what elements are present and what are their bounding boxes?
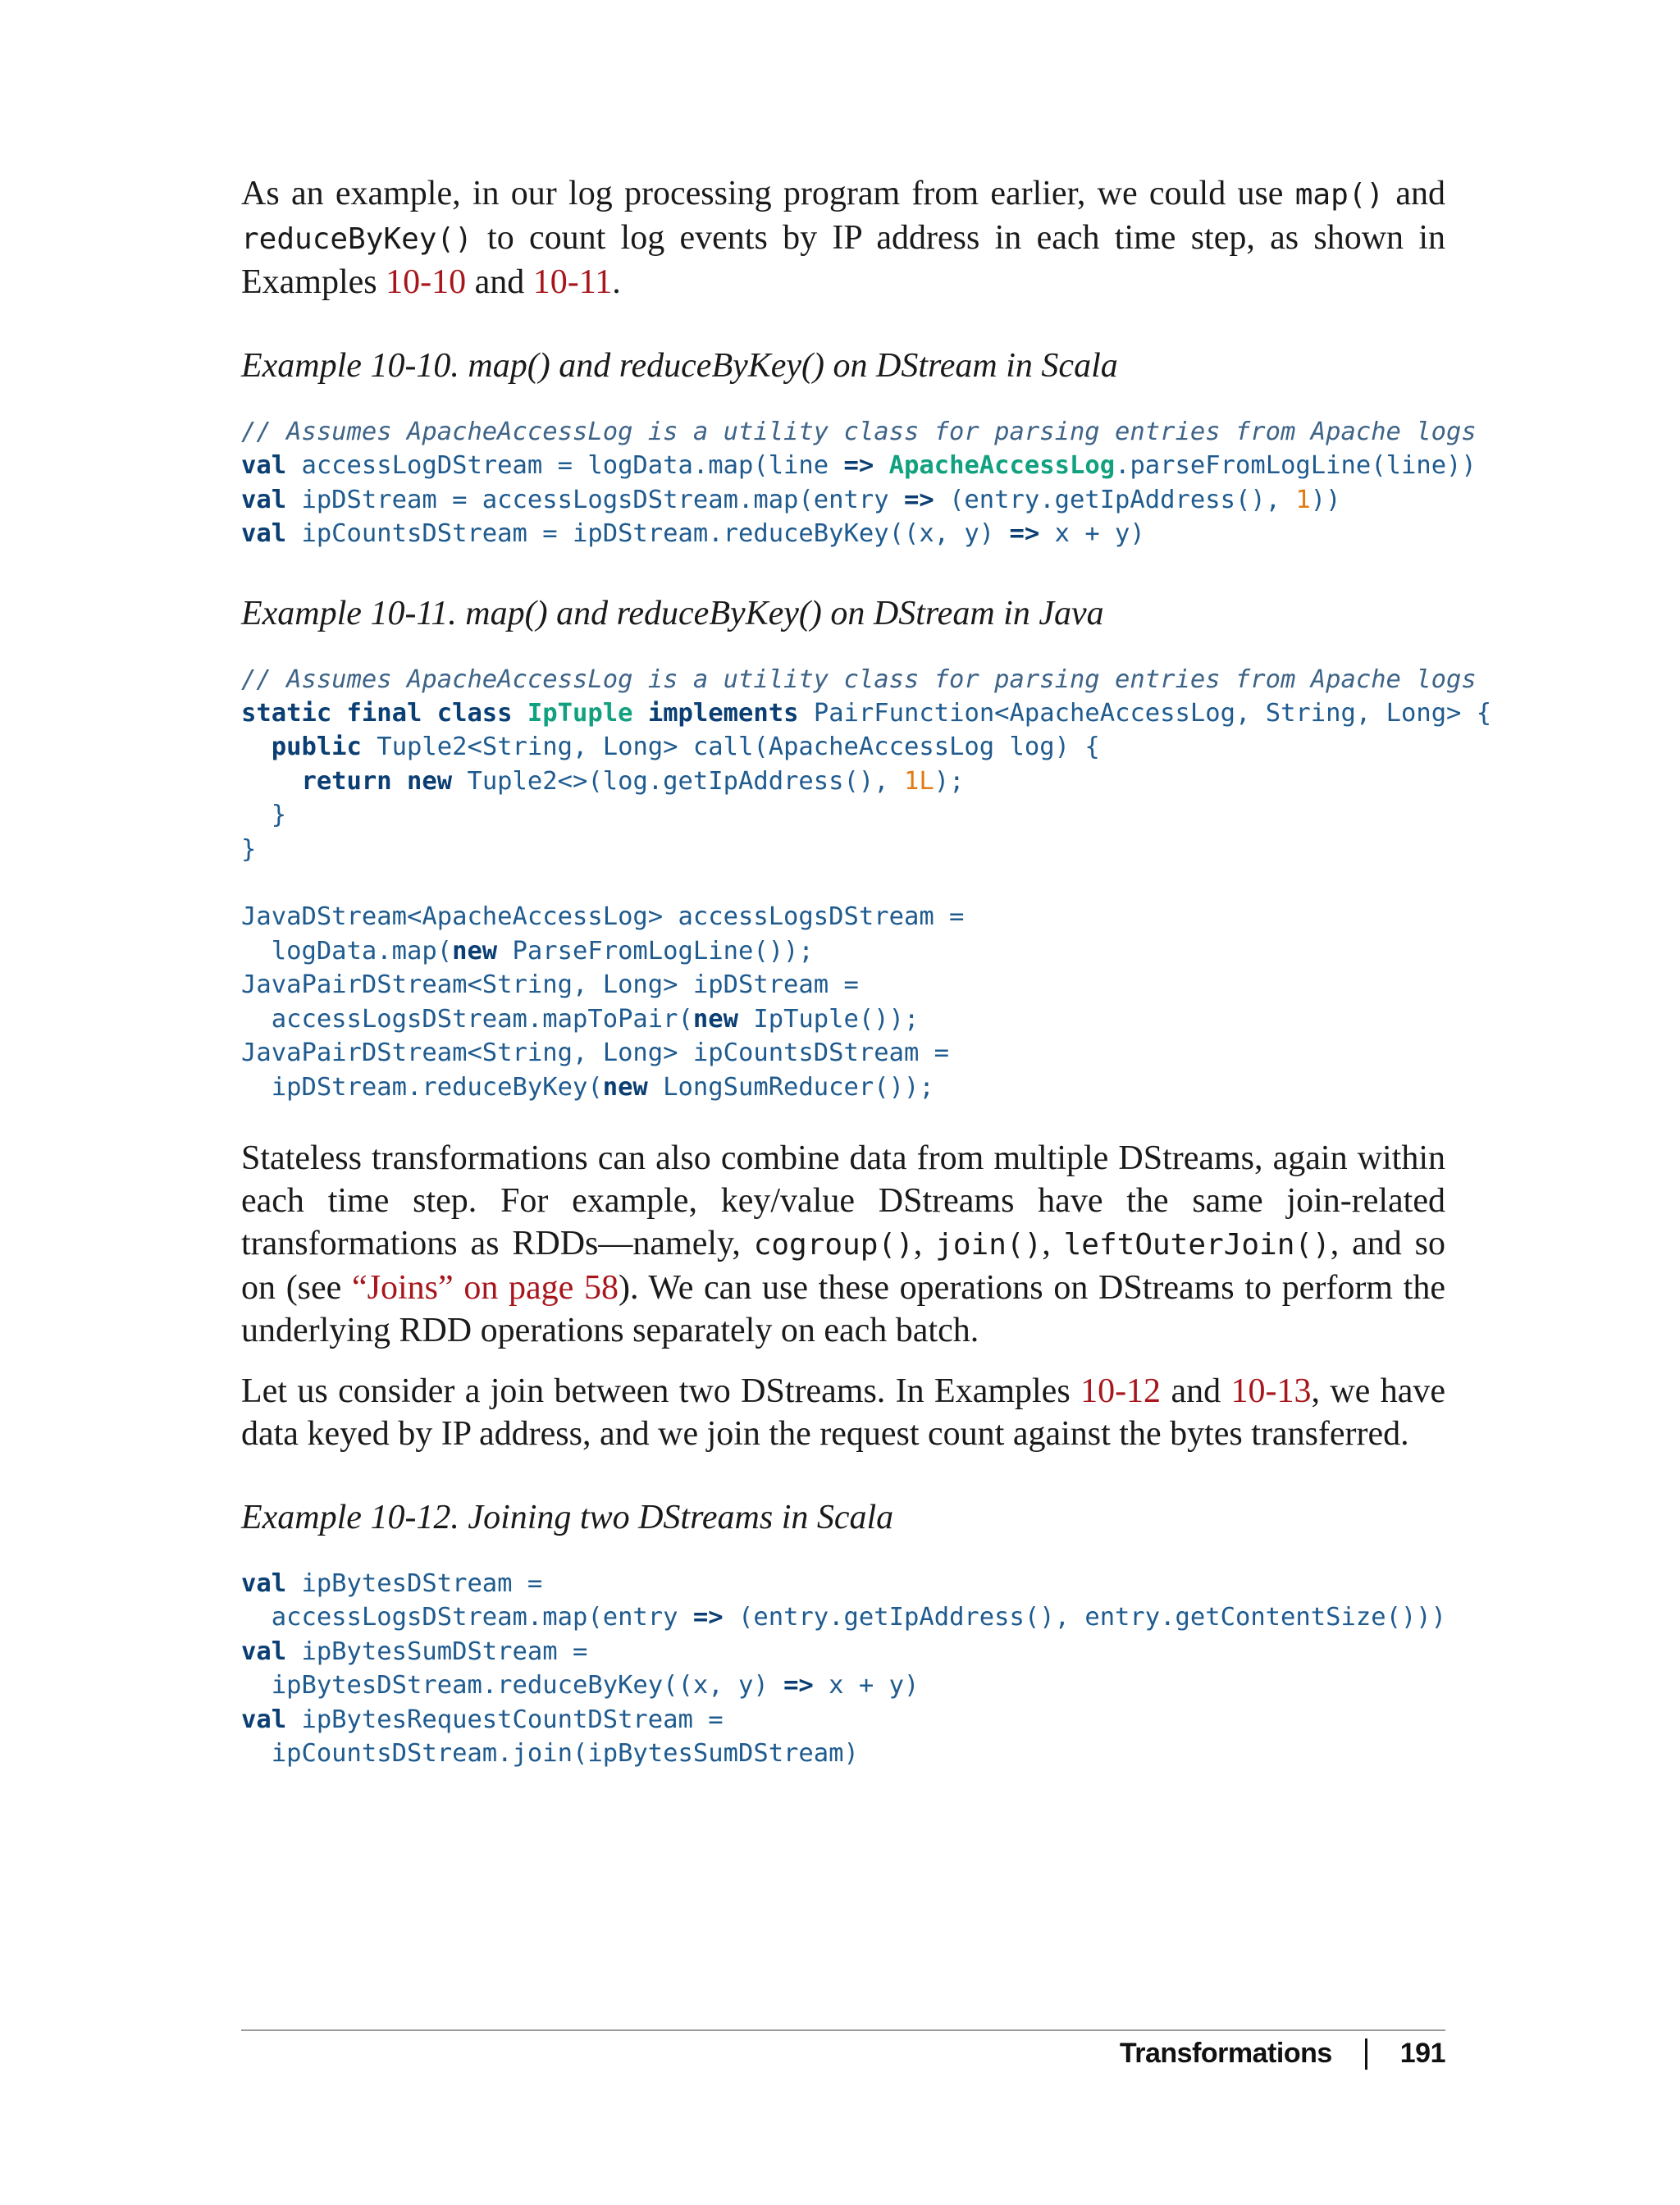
example-link[interactable]: 10-13 (1230, 1372, 1312, 1410)
example-link[interactable]: 10-12 (1080, 1372, 1162, 1410)
inline-code: map() (1294, 178, 1385, 212)
cross-reference-link[interactable]: “Joins” on page 58 (352, 1268, 619, 1307)
page-number: 191 (1399, 2038, 1445, 2069)
text: , (913, 1224, 936, 1262)
page-footer (1120, 2038, 1445, 2070)
code-block-java-1: // Assumes ApacheAccessLog is a utility class for parsing entries from Apache logs static final class IpTuple implements PairFunction<ApacheAccessLog, String, Long> { public Tuple2<String, Long> call(ApacheAccessLog log) { return new Tuple2<>(log.getIpAddress(), 1L); } } JavaDStream<ApacheAccessLog> accessLogsDStream = logData.map(new ParseFromLogLine()); JavaPairDStream<String, Long> ipDStream = accessLogsDStream.mapToPair(new IpTuple()); JavaPairDStream<String, Long> ipCountsDStream = ipDStream.reduceByKey(new LongSumReducer()); (241, 664, 1492, 1102)
paragraph-join (241, 1370, 1445, 1455)
example-caption: Example 10-12. Joining two DStreams in Scala (241, 1498, 894, 1536)
inline-code: leftOuterJoin() (1063, 1227, 1331, 1262)
example-caption: Example 10-11. map() and reduceByKey() on DStream in Java (241, 594, 1104, 632)
text: and (1161, 1372, 1231, 1410)
text: to count log events by IP address in each time step, as shown in Examples (241, 219, 1445, 301)
paragraph-stateless (241, 1137, 1445, 1352)
code-block-scala-1: // Assumes ApacheAccessLog is a utility class for parsing entries from Apache logs val accessLogDStream = logData.map(line => ApacheAccessLog.parseFromLogLine(line)) val ipDStream = accessLogsDStream.map(entry => (entry.getIpAddress(), 1)) val ipCountsDStream = ipDStream.reduceByKey((x, y) => x + y) (241, 418, 1477, 549)
text: , (1042, 1224, 1064, 1262)
text: ). We can use these operations on DStreams to perform the underlying RDD operations separately on each batch. (241, 1268, 1445, 1349)
inline-code: reduceByKey() (241, 222, 472, 256)
text: and (1384, 175, 1445, 212)
inline-code: cogroup() (753, 1227, 914, 1262)
page-content (241, 172, 1492, 1770)
text: and (466, 263, 533, 301)
text: Stateless transformations can also combine data from multiple DStreams, again within each time step. For example, key/value DStreams have the same join-related transformations as RDDs—namely, (241, 1139, 1445, 1262)
example-link[interactable]: 10-10 (386, 263, 467, 301)
text: Let us consider a join between two DStreams. In Examples (241, 1372, 1081, 1410)
footer-separator (1365, 2038, 1367, 2070)
example-caption: Example 10-10. map() and reduceByKey() on DStream in Scala (241, 347, 1118, 385)
code-block-scala-2: val ipBytesDStream = accessLogsDStream.map(entry => (entry.getIpAddress(), entry.getContentSize())) val ipBytesSumDStream = ipBytesDStream.reduceByKey((x, y) => x + y) val ipBytesRequestCountDStream = ipCountsDStream.join(ipBytesSumDStream) (241, 1568, 1447, 1768)
text: . (612, 263, 621, 301)
footer-rule (241, 2029, 1445, 2031)
footer-section-title: Transformations (1119, 2038, 1332, 2069)
text: As an example, in our log processing program from earlier, we could use (241, 175, 1295, 212)
paragraph-intro (241, 172, 1445, 304)
text: , and so on (see (241, 1224, 1446, 1307)
inline-code: join() (935, 1227, 1043, 1262)
example-link[interactable]: 10-11 (532, 263, 613, 301)
text: , we have data keyed by IP address, and we join the request count against the bytes transferred. (241, 1372, 1445, 1453)
